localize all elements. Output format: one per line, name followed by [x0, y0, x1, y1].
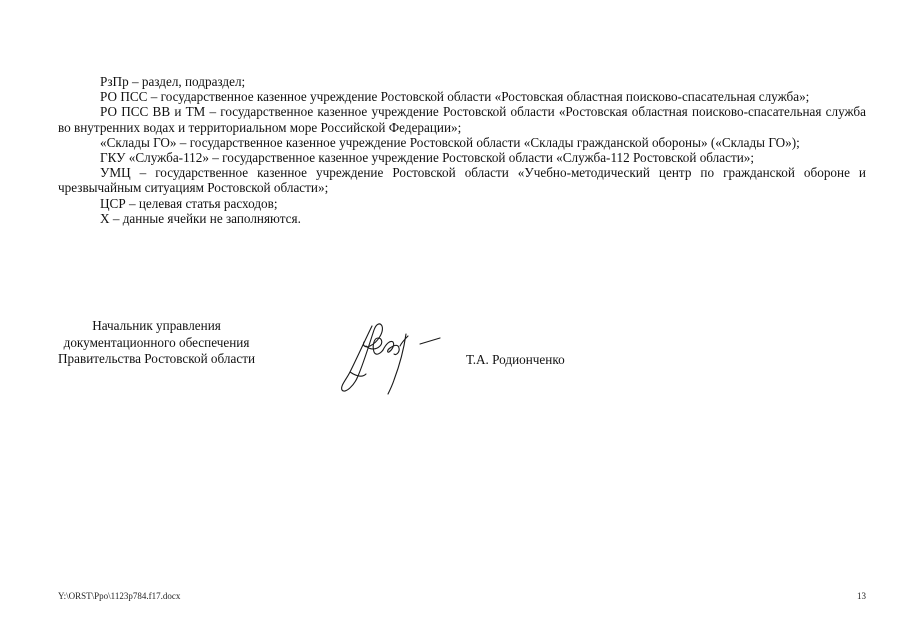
- page-footer: [58, 591, 866, 603]
- abbreviation-item: РзПр – раздел, подраздел;: [100, 74, 246, 89]
- position-line: документационного обеспечения: [63, 334, 250, 350]
- position-line: Правительства Ростовской области: [58, 351, 256, 366]
- official-position: [58, 318, 255, 368]
- position-line: Начальник управления: [92, 318, 221, 333]
- abbreviation-item: ГКУ «Служба-112» – государственное казенное учреждение Ростовской области «Служба-112 Ростовской области»;: [100, 150, 755, 166]
- handwritten-signature: [336, 316, 446, 398]
- abbreviation-item: Х – данные ячейки не заполняются.: [100, 210, 301, 226]
- abbreviation-item: ЦСР – целевая статья расходов;: [100, 195, 278, 211]
- abbreviation-item: РО ПСС – государственное казенное учреждение Ростовской области «Ростовская областная поисково-спасательная служба»;: [100, 89, 810, 105]
- page-number: 13: [857, 591, 866, 601]
- abbreviation-item: «Склады ГО» – государственное казенное учреждение Ростовской области «Склады гражданской обороны» («Склады ГО»);: [100, 134, 800, 150]
- abbreviation-item: УМЦ – государственное казенное учреждение Ростовской области «Учебно-методический центр по гражданской обороне и чрезвычайным ситуациям Ростовской области»;: [58, 165, 866, 196]
- file-path: Y:\ORST\Ppo\1123p784.f17.docx: [58, 591, 181, 601]
- abbreviation-item: РО ПСС ВВ и ТМ – государственное казенное учреждение Ростовской области «Ростовская областная поисково-спасательная служба во внутренних водах и территориальном море Российской Федерации»;: [58, 104, 866, 135]
- official-name: Т.А. Родионченко: [466, 352, 565, 367]
